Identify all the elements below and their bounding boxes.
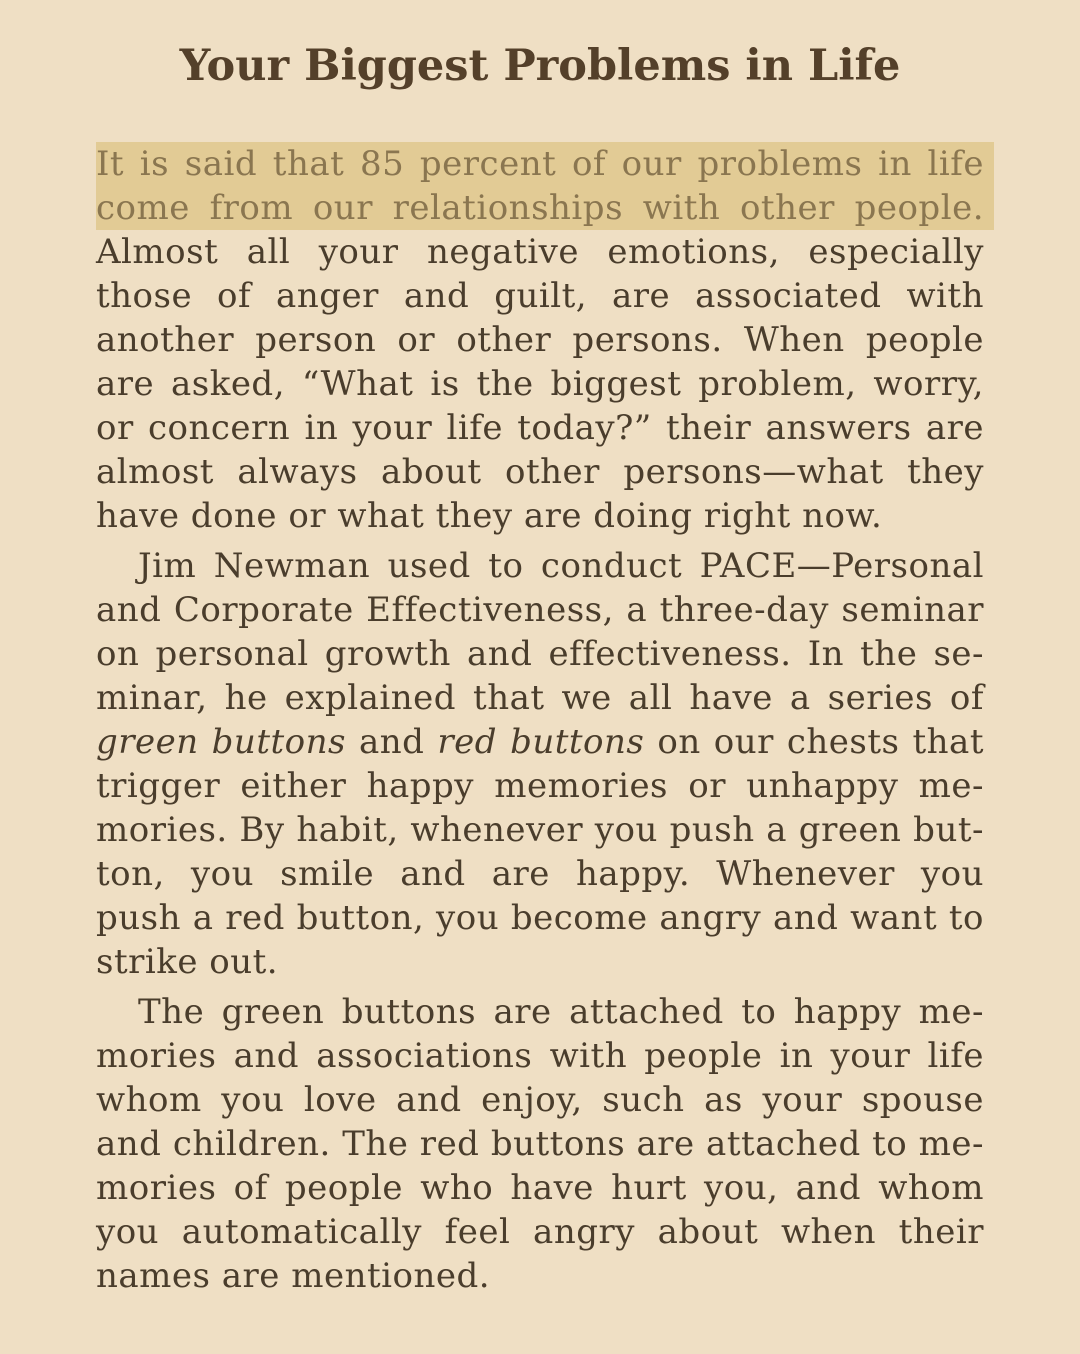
highlighted-text-line[interactable]: It is said that 85 percent of our problems in life bbox=[96, 142, 994, 186]
text-fragment: and bbox=[345, 722, 438, 762]
paragraph-1 bbox=[96, 142, 984, 538]
text-line: almost always about other persons—what they bbox=[96, 452, 984, 492]
text-line: trigger either happy memories or unhappy me- bbox=[96, 766, 984, 806]
text-line: those of anger and guilt, are associated with bbox=[96, 276, 984, 316]
text-line: and children. The red buttons are attached to me- bbox=[96, 1124, 984, 1164]
text-line: whom you love and enjoy, such as your spouse bbox=[96, 1080, 984, 1120]
text-line: are asked, “What is the biggest problem, worry, bbox=[96, 364, 984, 404]
text-line: ton, you smile and are happy. Whenever you bbox=[96, 854, 984, 894]
chapter-body bbox=[96, 142, 984, 1298]
text-line: strike out. bbox=[96, 942, 279, 982]
text-line: mories and associations with people in your life bbox=[96, 1036, 984, 1076]
text-line: have done or what they are doing right now. bbox=[96, 496, 883, 536]
text-line: The green buttons are attached to happy me- bbox=[138, 992, 984, 1032]
text-line: on personal growth and effectiveness. In the se- bbox=[96, 634, 984, 674]
text-line: another person or other persons. When people bbox=[96, 320, 984, 360]
text-line: and Corporate Effectiveness, a three-day seminar bbox=[96, 590, 984, 630]
paragraph-3 bbox=[96, 990, 984, 1298]
text-line: names are mentioned. bbox=[96, 1256, 491, 1296]
text-line: mories. By habit, whenever you push a green but- bbox=[96, 810, 984, 850]
text-fragment: on our chests that bbox=[644, 722, 984, 762]
text-line: or concern in your life today?” their answers are bbox=[96, 408, 984, 448]
chapter-title: Your Biggest Problems in Life bbox=[179, 41, 901, 91]
text-line: mories of people who have hurt you, and whom bbox=[96, 1168, 984, 1208]
paragraph-2 bbox=[96, 544, 984, 984]
emphasis-red-buttons: red buttons bbox=[437, 722, 645, 762]
highlighted-text-line[interactable]: come from our relationships with other people. bbox=[96, 186, 994, 230]
text-line: you automatically feel angry about when their bbox=[96, 1212, 984, 1252]
text-line: Jim Newman used to conduct PACE—Personal bbox=[138, 546, 984, 586]
text-line: minar, he explained that we all have a series of bbox=[96, 678, 984, 718]
emphasis-green-buttons: green buttons bbox=[96, 722, 346, 762]
text-line: push a red button, you become angry and want to bbox=[96, 898, 984, 938]
text-line: Almost all your negative emotions, especially bbox=[96, 232, 984, 272]
text-line-with-emphasis bbox=[96, 720, 984, 764]
